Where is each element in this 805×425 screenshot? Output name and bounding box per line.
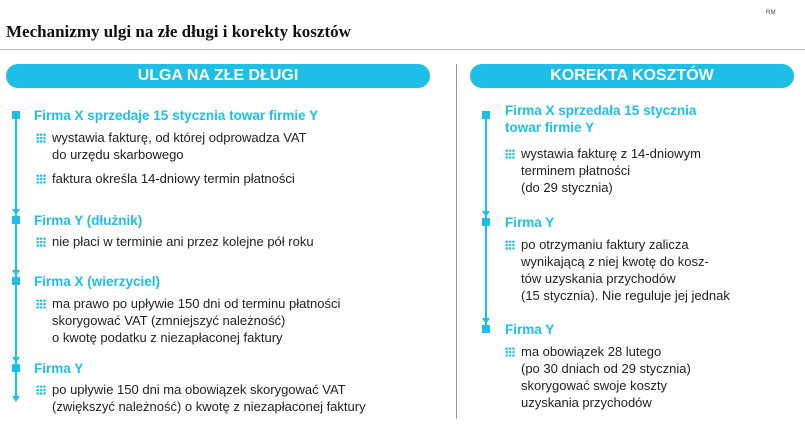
left-timeline-arrow (12, 270, 20, 276)
item-line: (15 stycznia). Nie reguluje jej jednak (521, 288, 730, 303)
bullet-dots-icon (36, 385, 46, 395)
item-line: (do 29 stycznia) (521, 180, 613, 195)
banner-ulga-na-zle-dlugi: ULGA NA ZŁE DŁUGI (6, 64, 430, 88)
bullet-dots-icon (505, 149, 515, 159)
left-step-item (36, 170, 295, 187)
item-line: po upływie 150 dni ma obowiązek skorygować VAT (52, 382, 346, 397)
item-line: ma obowiązek 28 lutego (521, 344, 662, 359)
left-step-title: Firma X (wierzyciel) (34, 274, 161, 289)
bullet-dots-icon (505, 240, 515, 250)
right-timeline-node (482, 111, 490, 119)
item-line: faktura określa 14-dniowy termin płatności (52, 171, 295, 186)
bullet-dots-icon (36, 133, 46, 143)
item-line: skorygować VAT (zmniejszyć należność) (52, 313, 286, 328)
left-timeline-node (12, 277, 20, 285)
item-line: (po 30 dniach od 29 stycznia) (521, 361, 691, 376)
banner-korekta-kosztow: KOREKTA KOSZTÓW (470, 64, 794, 88)
title-line: Firma X sprzedała 15 stycznia (505, 103, 697, 118)
left-step-title: Firma Y (34, 361, 84, 376)
left-timeline-arrow (12, 209, 20, 215)
right-timeline-node (482, 218, 490, 226)
left-timeline-node (12, 216, 20, 224)
item-line: wystawia fakturę, od której odprowadza VAT (52, 130, 307, 145)
right-timeline-arrow (482, 318, 490, 324)
item-line: ma prawo po upływie 150 dni od terminu płatności (52, 296, 341, 311)
item-line: skorygować swoje koszty (521, 378, 667, 393)
bullet-dots-icon (505, 347, 515, 357)
item-line: o kwotę podatku z niezapłaconej faktury (52, 330, 283, 345)
left-timeline-arrow (12, 396, 20, 402)
left-step-item (36, 129, 307, 163)
right-step-item (505, 145, 701, 196)
left-step-item (36, 381, 366, 415)
item-line: tów uzyskania przychodów (521, 271, 676, 286)
item-line: uzyskania przychodów (521, 395, 652, 410)
item-line: do urzędu skarbowego (52, 147, 184, 162)
title-line: towar firmie Y (505, 120, 595, 135)
item-line: wynikającą z niej kwotę do kosz- (521, 254, 709, 269)
left-step-item (36, 233, 314, 250)
author-signature: RM (766, 10, 776, 16)
item-line: nie płaci w terminie ani przez kolejne pół roku (52, 234, 314, 249)
bullet-dots-icon (36, 174, 46, 184)
left-step-item (36, 295, 340, 346)
left-timeline-node (12, 111, 20, 119)
infographic-title: Mechanizmy ulgi na złe długi i korekty kosztów (6, 22, 351, 41)
right-step-title: Firma Y (505, 215, 555, 230)
right-step-item (505, 343, 691, 411)
right-step-item (505, 236, 730, 304)
left-step-title: Firma Y (dłużnik) (34, 213, 143, 228)
left-step-title: Firma X sprzedaje 15 stycznia towar firmie Y (34, 108, 319, 123)
bullet-dots-icon (36, 299, 46, 309)
left-timeline-line (15, 114, 17, 396)
column-divider (456, 64, 457, 419)
item-line: wystawia fakturę z 14-dniowym (521, 146, 701, 161)
left-timeline-arrow (12, 357, 20, 363)
item-line: po otrzymaniu faktury zalicza (521, 237, 689, 252)
right-step-title: Firma Y (505, 322, 555, 337)
item-line: (zwiększyć należność) o kwotę z niezapłaconej faktury (52, 399, 366, 414)
bullet-dots-icon (36, 237, 46, 247)
item-line: terminem płatności (521, 163, 631, 178)
right-timeline-arrow (482, 211, 490, 217)
right-step-title (505, 102, 696, 136)
left-timeline-node (12, 364, 20, 372)
title-divider (0, 49, 805, 50)
right-timeline-node (482, 325, 490, 333)
